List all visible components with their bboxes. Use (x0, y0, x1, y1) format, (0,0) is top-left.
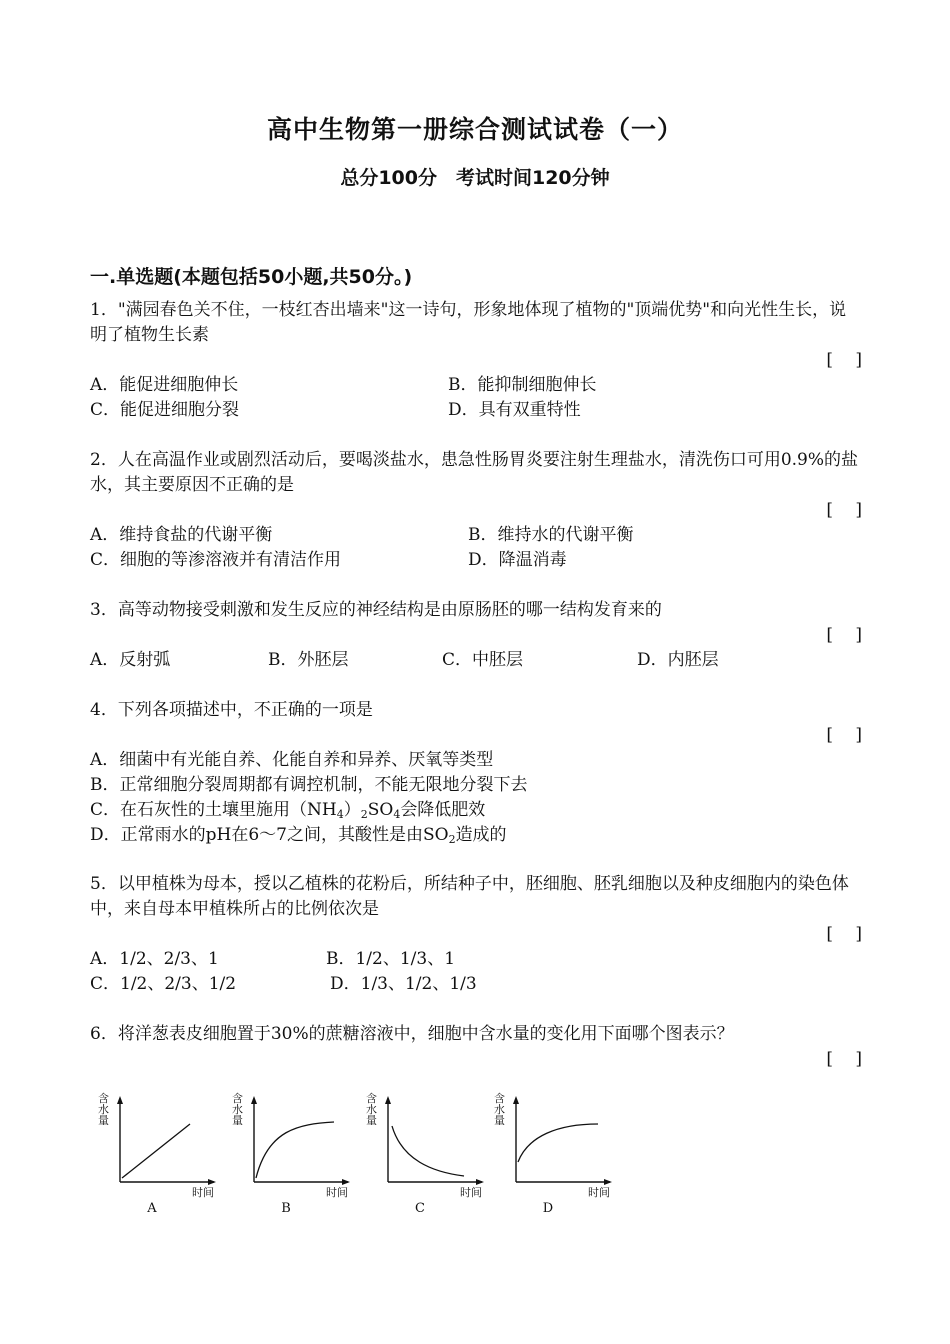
y-axis-arrow (251, 1096, 257, 1104)
option-c: C．细胞的等渗溶液并有清洁作用 (90, 550, 342, 570)
graph-letter: C (415, 1201, 425, 1216)
exam-title: 高中生物第一册综合测试试卷（一） (266, 115, 683, 144)
question-stem: 6．将洋葱表皮细胞置于30%的蔗糖溶液中，细胞中含水量的变化用下面哪个图表示？ (90, 1024, 734, 1044)
graph-d (494, 1091, 612, 1216)
option-a: A．细菌中有光能自养、化能自养和异养、厌氧等类型 (90, 750, 494, 770)
x-axis-label: 时间 (192, 1186, 214, 1199)
trend-curve (518, 1124, 598, 1162)
trend-curve (256, 1122, 334, 1178)
water-content-graphs (90, 1090, 650, 1220)
option-d: D．具有双重特性 (448, 400, 581, 420)
y-axis-label: 含水量 (232, 1092, 243, 1127)
graph-letter: B (281, 1201, 291, 1216)
y-axis-label: 含水量 (366, 1092, 377, 1127)
option-b: B．外胚层 (268, 650, 349, 670)
y-axis-arrow (385, 1096, 391, 1104)
option-b: B．正常细胞分裂周期都有调控机制，不能无限地分裂下去 (90, 775, 528, 795)
question-stem: 2．人在高温作业或剧烈活动后，要喝淡盐水，患急性肠胃炎要注射生理盐水，清洗伤口可用0.9%的盐水，其主要原因不正确的是 (90, 450, 859, 495)
graphs-svg (90, 1090, 650, 1220)
answer-bracket: [ ] (826, 924, 862, 944)
y-axis-label: 含水量 (494, 1092, 505, 1127)
option-a: A．能促进细胞伸长 (90, 375, 239, 395)
question-2 (90, 448, 862, 573)
option-d: D．内胚层 (637, 650, 719, 670)
trend-curve (122, 1124, 190, 1178)
x-axis-label: 时间 (460, 1186, 482, 1199)
option-c: C．能促进细胞分裂 (90, 400, 240, 420)
answer-bracket: [ ] (826, 625, 862, 645)
x-axis-arrow (604, 1179, 612, 1185)
question-stem: 3．高等动物接受刺激和发生反应的神经结构是由原肠胚的哪一结构发育来的 (90, 600, 662, 620)
y-axis-arrow (117, 1096, 123, 1104)
question-stem: 5．以甲植株为母本，授以乙植株的花粉后，所结种子中，胚细胞、胚乳细胞以及种皮细胞内的染色体中，来自母本甲植株所占的比例依次是 (90, 874, 849, 919)
question-6 (90, 1022, 862, 1072)
section-heading: 一.单选题(本题包括50小题,共50分。) (90, 266, 413, 288)
x-axis-arrow (208, 1179, 216, 1185)
graph-letter: D (542, 1201, 554, 1216)
option-a: A．1/2、2/3、1 (90, 949, 219, 969)
option-d: D．降温消毒 (468, 550, 567, 570)
question-1 (90, 298, 862, 423)
answer-bracket: [ ] (826, 350, 862, 370)
question-4 (90, 698, 862, 848)
option-b: B．能抑制细胞伸长 (448, 375, 597, 395)
question-stem: 4．下列各项描述中，不正确的一项是 (90, 700, 373, 720)
graph-a (98, 1091, 216, 1216)
trend-curve (392, 1126, 464, 1176)
graph-b (232, 1091, 350, 1216)
option-c: C．中胚层 (442, 650, 524, 670)
question-3 (90, 598, 862, 673)
option-c: C．在石灰性的土壤里施用$(NH_4)_2SO_4$会降低肥效 (90, 800, 486, 821)
graph-c (366, 1091, 484, 1216)
x-axis-arrow (342, 1179, 350, 1185)
x-axis-label: 时间 (326, 1186, 348, 1199)
graph-letter: A (147, 1201, 157, 1216)
exam-subtitle: 总分100分 考试时间120分钟 (340, 167, 610, 189)
x-axis-label: 时间 (588, 1186, 610, 1199)
question-5 (90, 872, 862, 997)
option-a: A．反射弧 (90, 650, 171, 670)
option-a: A．维持食盐的代谢平衡 (90, 525, 273, 545)
option-b: B．维持水的代谢平衡 (468, 525, 634, 545)
option-d: D．正常雨水的pH在6～7之间，其酸性是由$SO_2$造成的 (90, 825, 507, 846)
option-c: C．1/2、2/3、1/2 (90, 974, 237, 994)
question-stem: 1．"满园春色关不住，一枝红杏出墙来"这一诗句，形象地体现了植物的"顶端优势"和向光性生长，说明了植物生长素 (90, 300, 847, 345)
option-b: B．1/2、1/3、1 (326, 949, 456, 969)
answer-bracket: [ ] (826, 500, 862, 520)
y-axis-label: 含水量 (98, 1092, 109, 1127)
answer-bracket: [ ] (826, 725, 862, 745)
y-axis-arrow (513, 1096, 519, 1104)
x-axis-arrow (476, 1179, 484, 1185)
answer-bracket: [ ] (826, 1049, 862, 1069)
option-d: D．1/3、1/2、1/3 (330, 974, 477, 994)
